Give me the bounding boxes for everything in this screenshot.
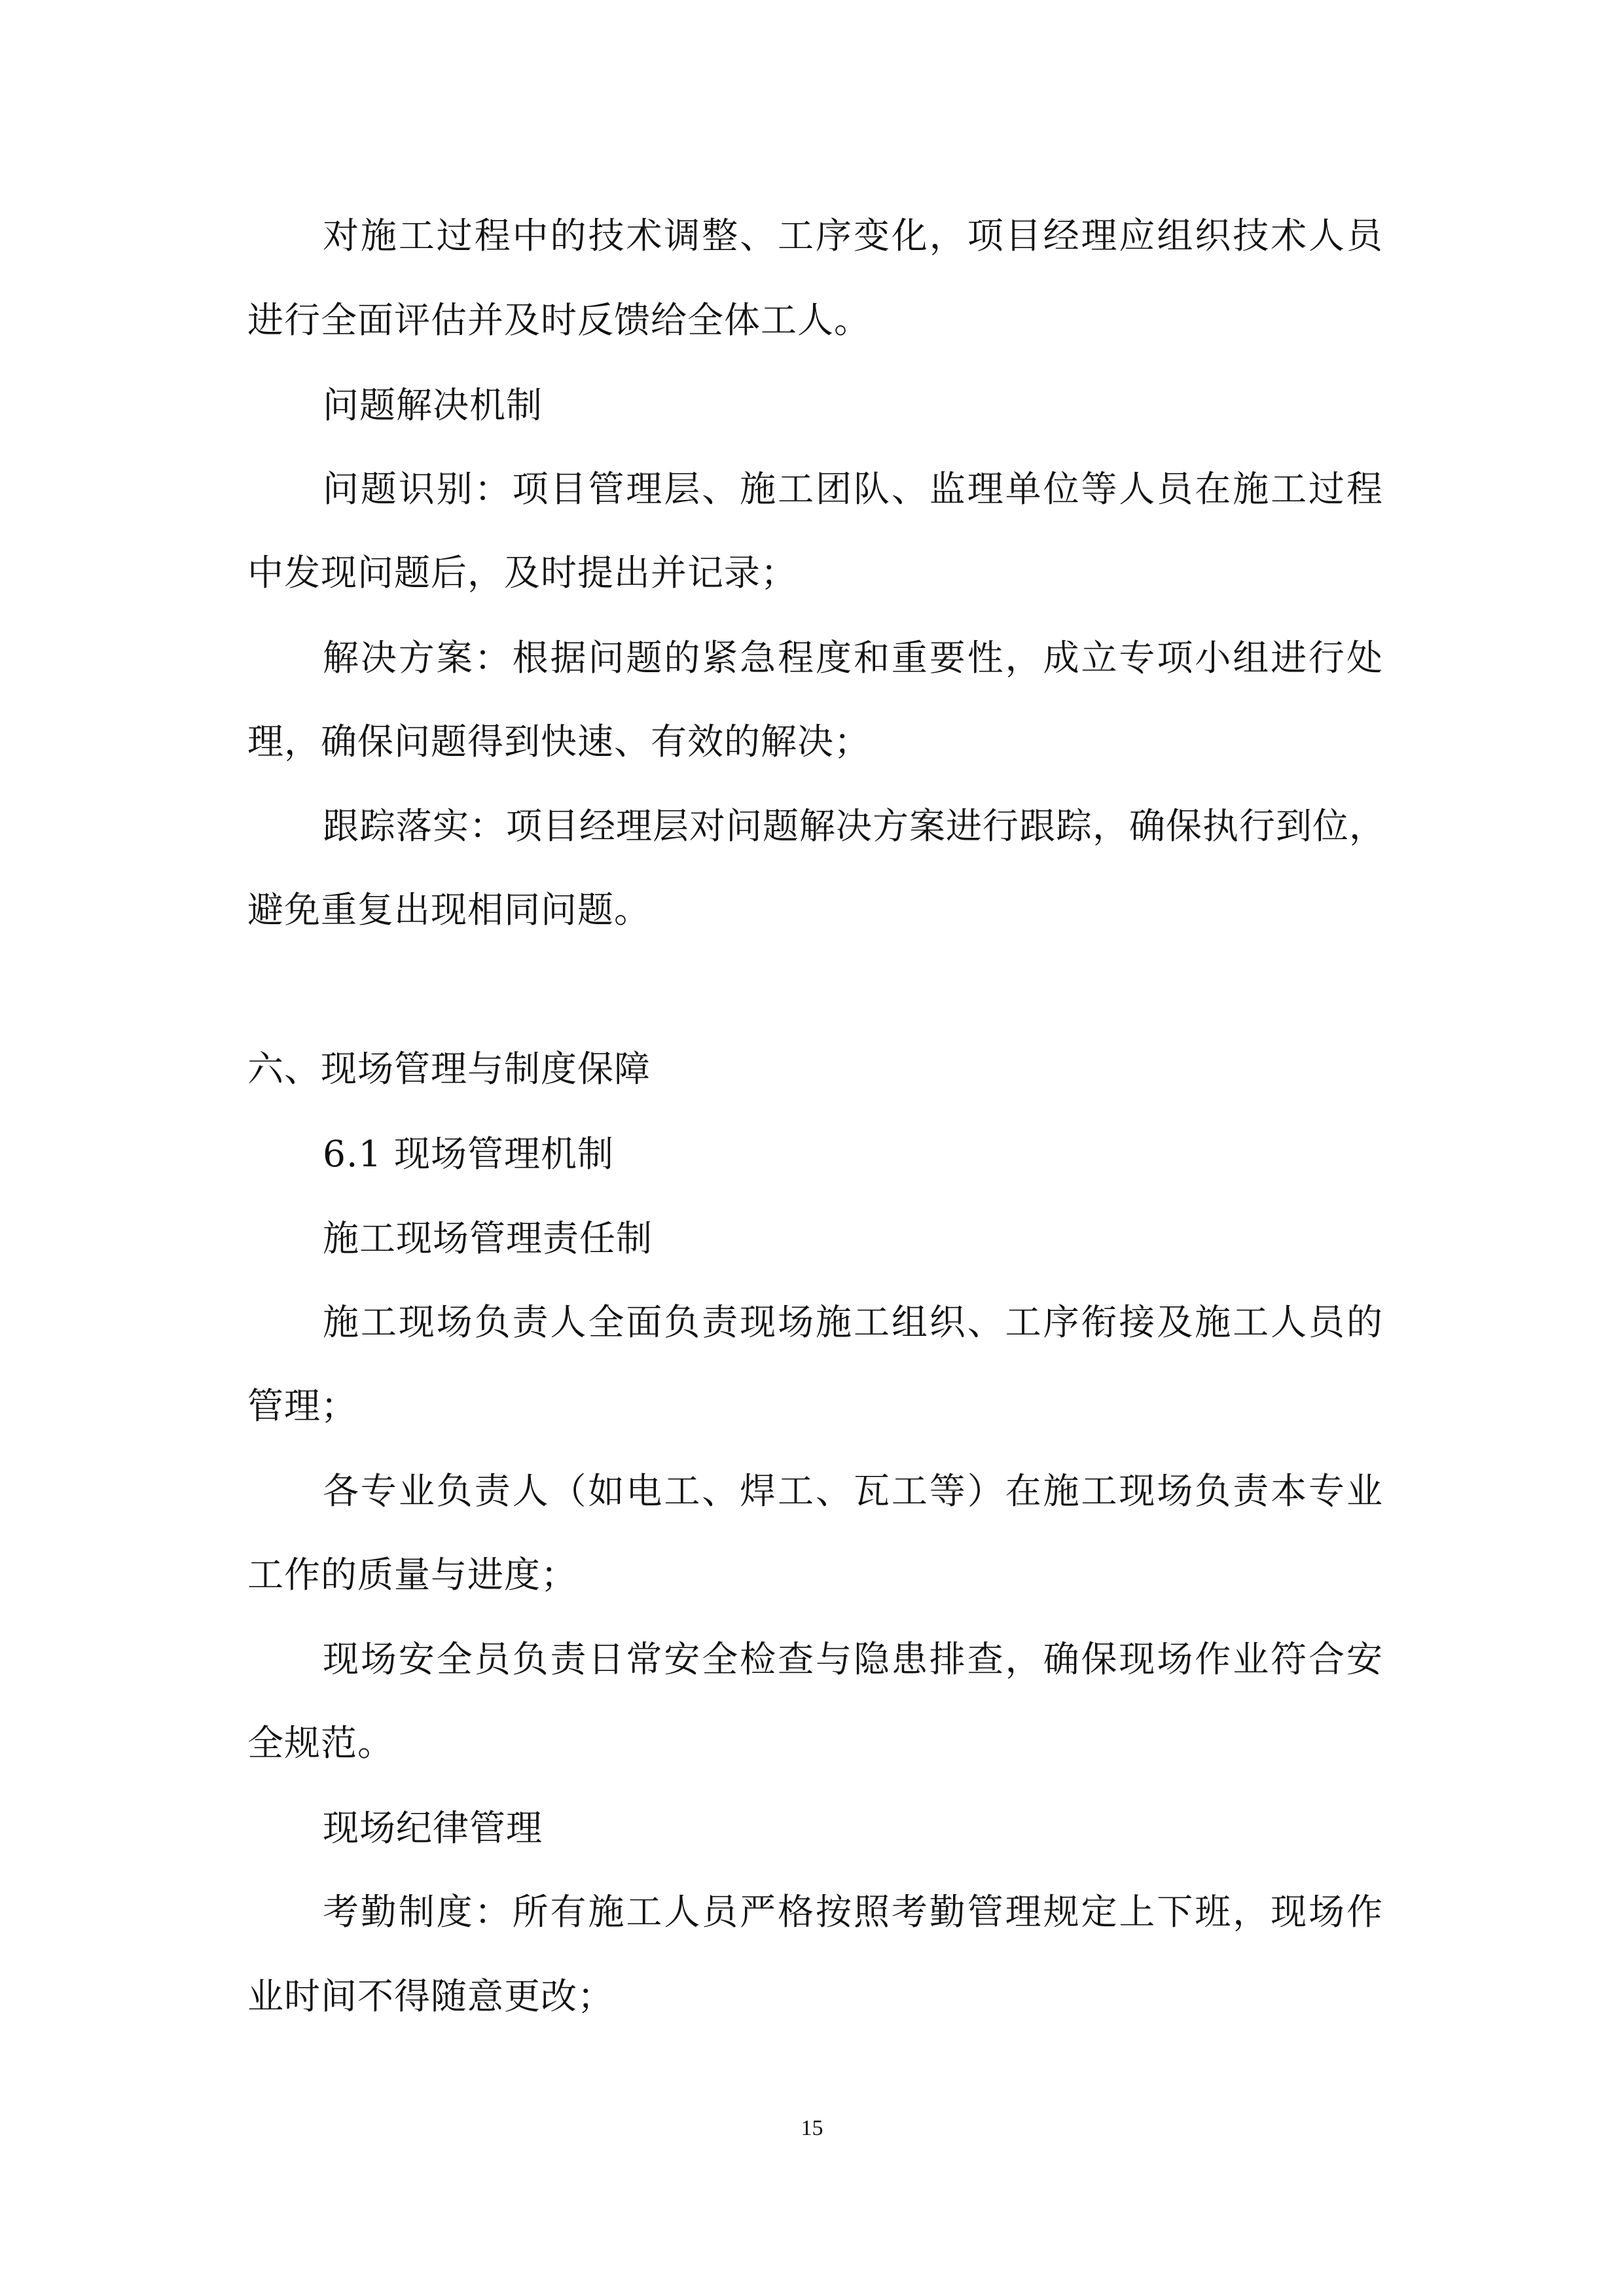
paragraph-line: 跟踪落实：项目经理层对问题解决方案进行跟踪，确保执行到位， [323,805,1386,847]
paragraph-line: 管理； [247,1385,358,1427]
paragraph-line: 理，确保问题得到快速、有效的解决； [247,721,871,762]
paragraph-line: 全规范。 [247,1722,395,1764]
paragraph-line: 施工现场负责人全面负责现场施工组织、工序衔接及施工人员的 [323,1301,1383,1343]
paragraph-line: 中发现问题后，及时提出并记录； [247,552,798,594]
paragraph-line: 工作的质量与进度； [247,1554,578,1596]
subheading: 问题解决机制 [323,384,543,426]
paragraph-line: 避免重复出现相同问题。 [247,889,651,931]
paragraph-line: 各专业负责人（如电工、焊工、瓦工等）在施工现场负责本专业 [323,1470,1383,1512]
paragraph-line: 现场安全员负责日常安全检查与隐患排查，确保现场作业符合安 [323,1638,1383,1680]
paragraph-line: 考勤制度：所有施工人员严格按照考勤管理规定上下班，现场作 [323,1891,1383,1933]
paragraph-line: 业时间不得随意更改； [247,1975,615,2017]
paragraph-line: 解决方案：根据问题的紧急程度和重要性，成立专项小组进行处 [323,637,1383,679]
paragraph-line: 进行全面评估并及时反馈给全体工人。 [247,299,871,341]
subheading: 现场纪律管理 [323,1807,543,1849]
subheading: 施工现场管理责任制 [323,1217,653,1259]
paragraph-line: 问题识别：项目管理层、施工团队、监理单位等人员在施工过程 [323,468,1383,510]
subsection-heading: 6.1 现场管理机制 [323,1133,614,1175]
page-number: 15 [801,2116,823,2140]
section-heading: 六、现场管理与制度保障 [247,1048,651,1090]
paragraph-line: 对施工过程中的技术调整、工序变化，项目经理应组织技术人员 [323,215,1383,257]
